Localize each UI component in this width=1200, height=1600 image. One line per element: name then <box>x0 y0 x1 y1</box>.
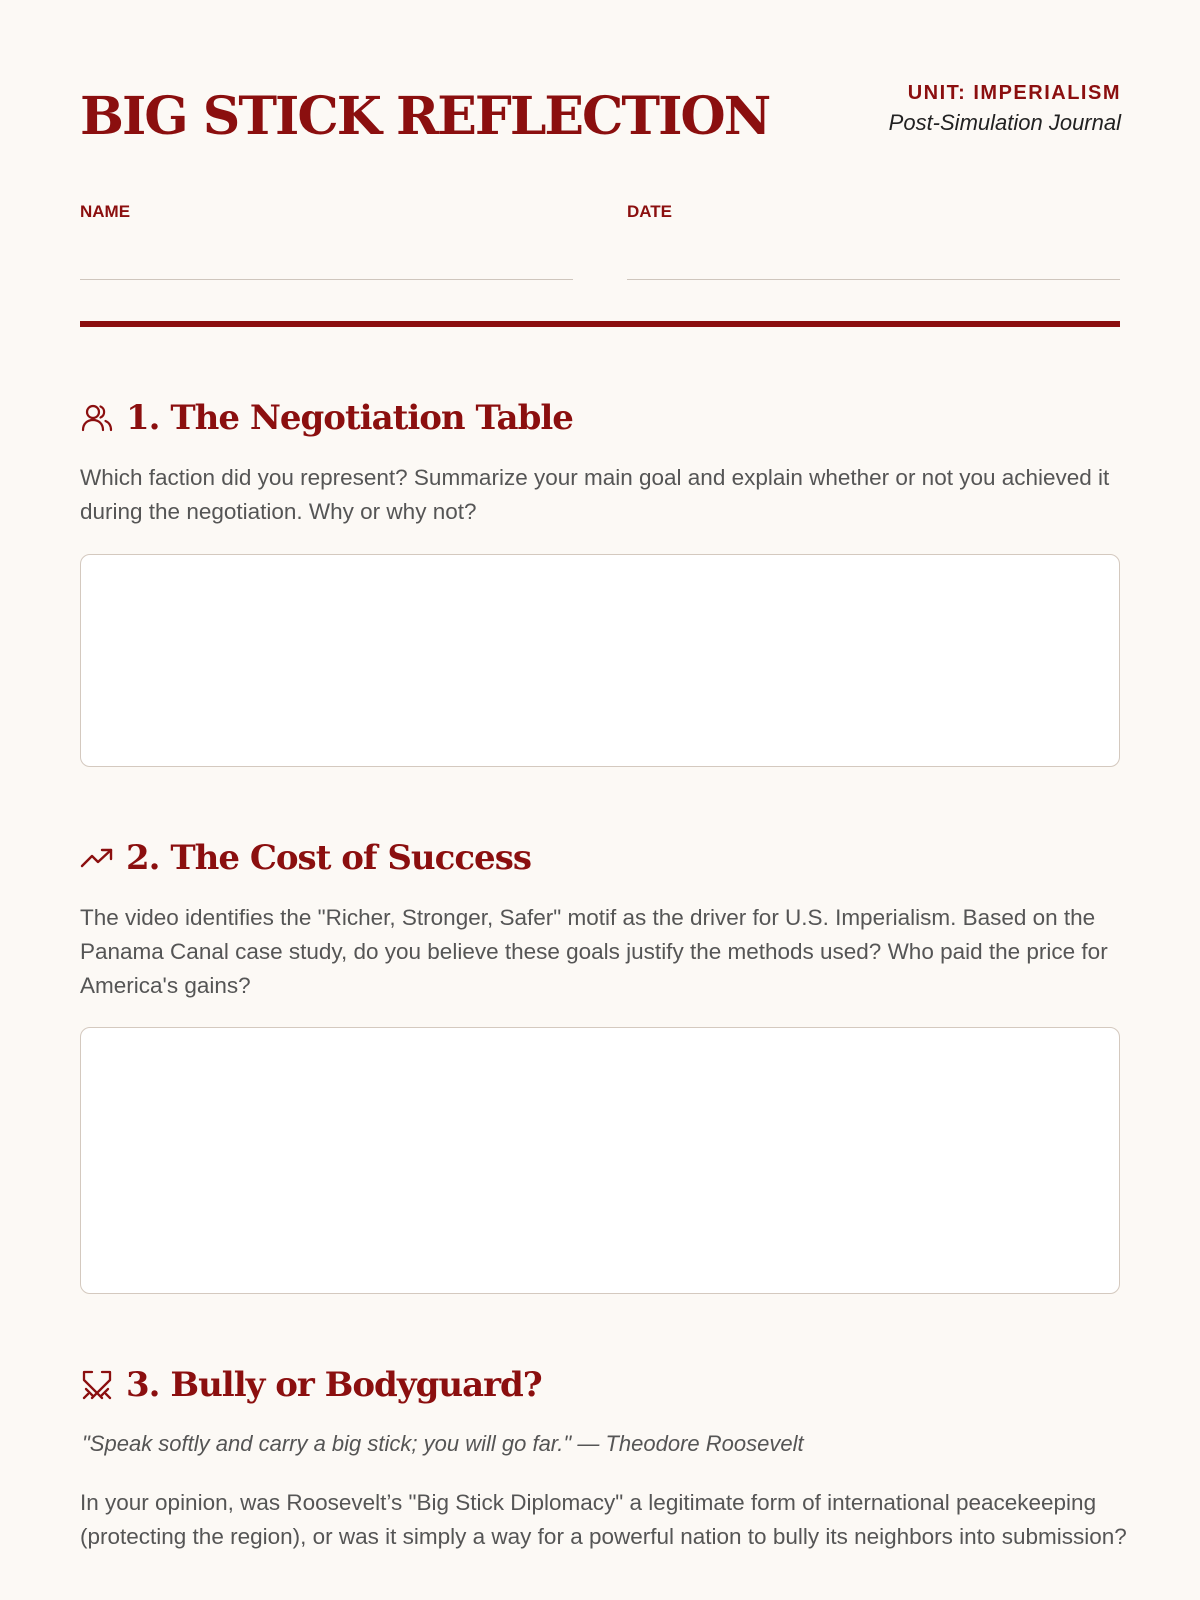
section-3-heading <box>80 1363 542 1407</box>
section-2-title: 2. The Cost of Success <box>126 838 531 878</box>
unit-info <box>889 80 1121 138</box>
date-input-line[interactable] <box>627 279 1120 280</box>
section-3-prompt: In your opinion, was Roosevelt’s "Big Stick Diplomacy" a legitimate form of international peacekeeping (protecting the region), or was it simply a way for a powerful nation to bully its neighbors into submission? <box>80 1490 1127 1549</box>
section-3-quote: "Speak softly and carry a big stick; you will go far." — Theodore Roosevelt <box>82 1431 804 1456</box>
users-icon <box>80 401 114 435</box>
header-divider <box>80 321 1120 327</box>
section-1-heading <box>80 396 573 440</box>
unit-label: UNIT: IMPERIALISM <box>907 82 1121 104</box>
section-3-title: 3. Bully or Bodyguard? <box>126 1365 542 1405</box>
section-1-title: 1. The Negotiation Table <box>126 398 573 438</box>
date-label: DATE <box>627 202 673 221</box>
section-2-heading <box>80 836 531 880</box>
trending-up-icon <box>80 841 114 875</box>
section-1-answer-box[interactable] <box>80 554 1120 767</box>
section-2-prompt: The video identifies the "Richer, Stronger, Safer" motif as the driver for U.S. Imperialism. Based on the Panama Canal case study, do you believe these goals justify the methods used? Who paid the price for America's gains? <box>80 905 1108 998</box>
unit-subtitle: Post-Simulation Journal <box>888 110 1121 135</box>
page-title: BIG STICK REFLECTION <box>80 86 770 147</box>
name-field[interactable] <box>80 201 573 280</box>
date-field[interactable] <box>627 201 1120 280</box>
crossed-swords-icon <box>80 1368 114 1402</box>
name-input-line[interactable] <box>80 279 573 280</box>
section-1-prompt: Which faction did you represent? Summarize your main goal and explain whether or not you achieved it during the negotiation. Why or why not? <box>80 465 1110 524</box>
section-2-answer-box[interactable] <box>80 1027 1120 1294</box>
name-label: NAME <box>80 202 131 221</box>
